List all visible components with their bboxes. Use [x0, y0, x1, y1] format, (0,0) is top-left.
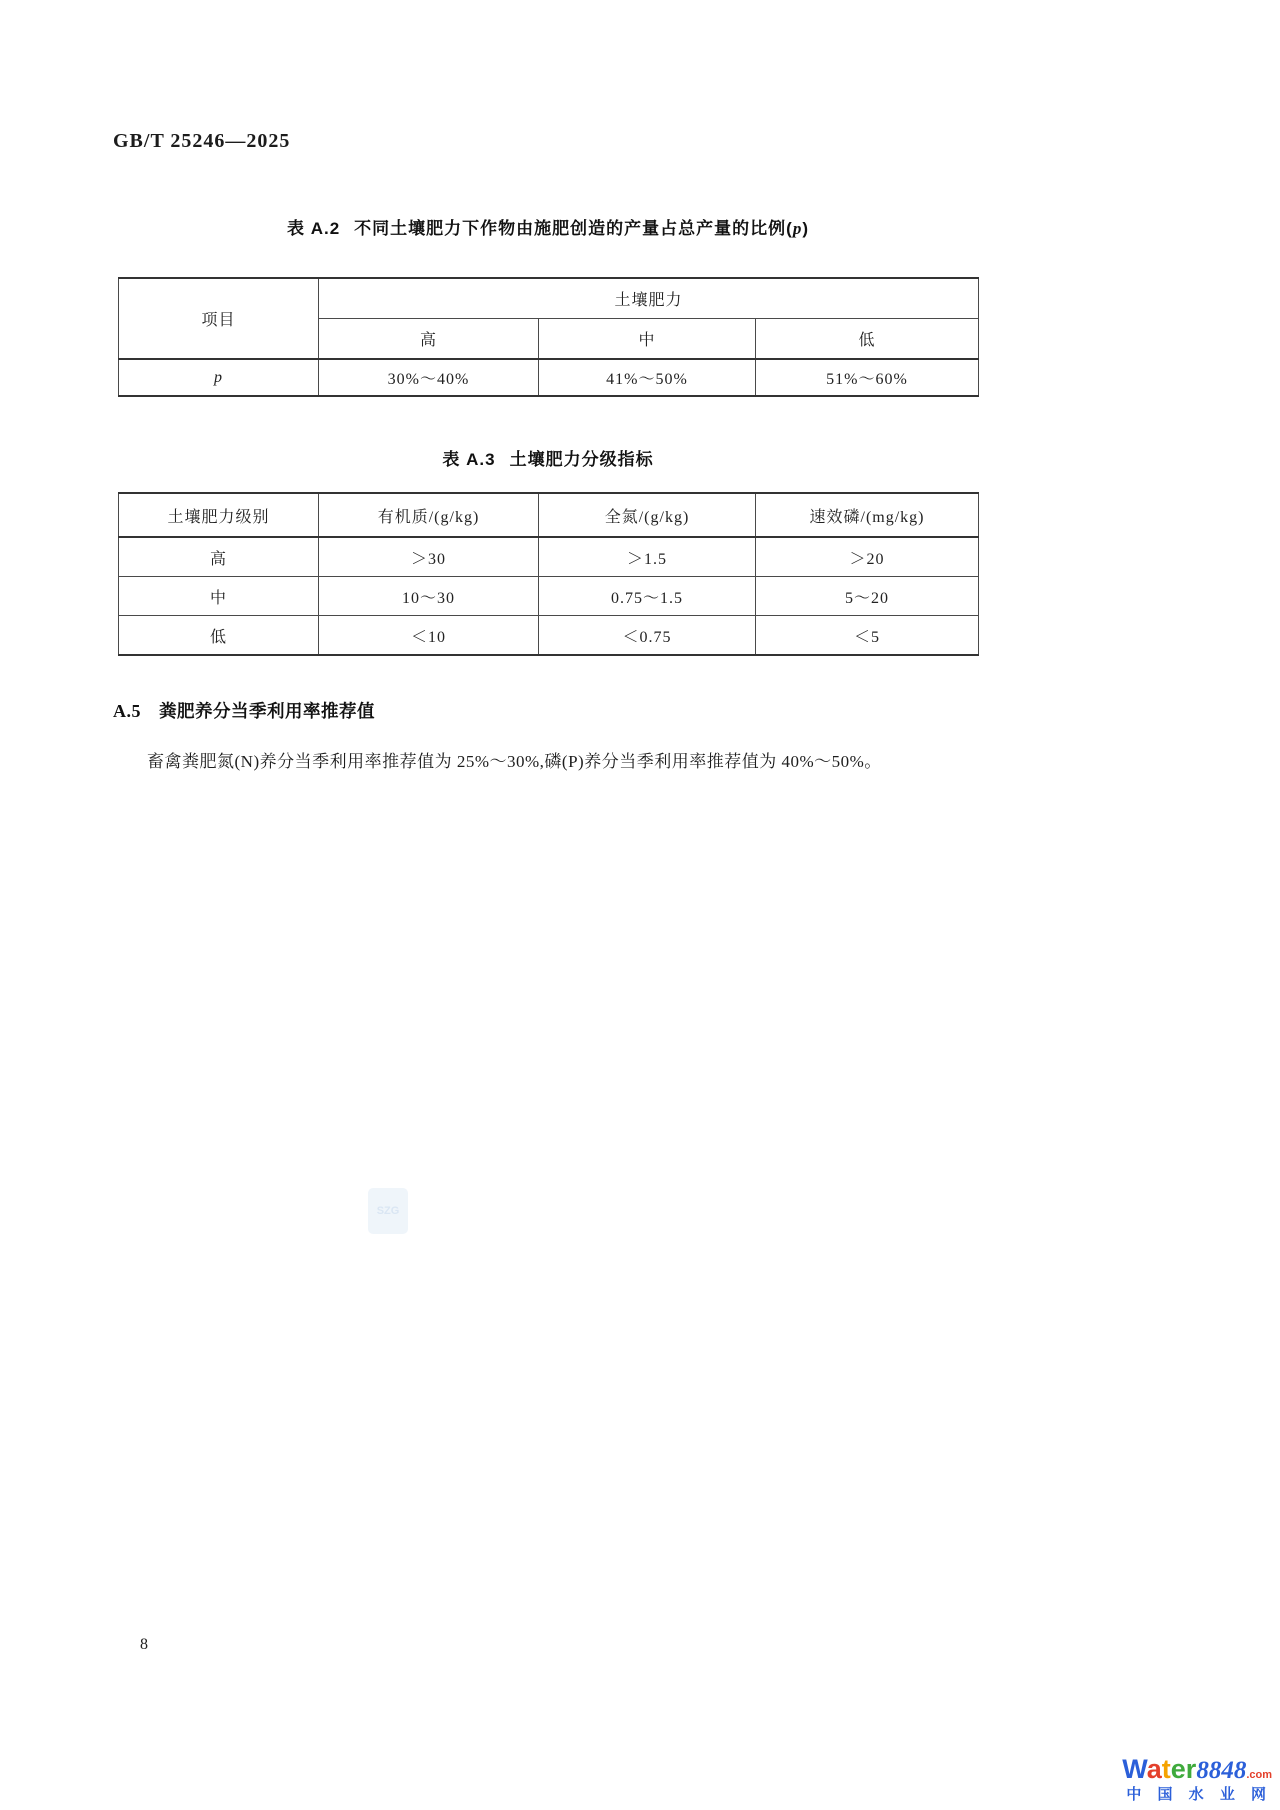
table-a3-cell: 5～20	[756, 577, 979, 616]
table-a3-header-organic: 有机质/(g/kg)	[319, 493, 539, 537]
watermark-subtitle: 中 国 水 业 网	[1126, 1786, 1272, 1803]
watermark-brand	[1122, 1756, 1272, 1783]
table-a3-cell: 10～30	[319, 577, 539, 616]
table-a3-cell: ＜5	[756, 616, 979, 656]
brand-number: 8848	[1196, 1757, 1247, 1784]
site-watermark	[1122, 1756, 1272, 1802]
brand-letter: a	[1146, 1754, 1162, 1784]
table-a2-caption-text: 不同土壤肥力下作物由施肥创造的产量占总产量的比例(	[354, 219, 793, 238]
table-a3-caption-text: 土壤肥力分级指标	[509, 450, 654, 469]
table-a3-header-level: 土壤肥力级别	[119, 493, 319, 537]
table-a2-caption-label: 表 A.2	[286, 219, 341, 238]
table-a2-subheader-high: 高	[319, 319, 539, 360]
table-a2-value-low: 51%～60%	[756, 359, 979, 396]
table-a2	[118, 277, 979, 397]
table-row	[119, 616, 979, 656]
section-a5-title: 粪肥养分当季利用率推荐值	[159, 701, 375, 721]
table-row	[119, 359, 979, 396]
brand-letter: t	[1161, 1754, 1171, 1784]
table-a2-caption	[118, 214, 978, 239]
standard-number: GB/T 25246—2025	[113, 130, 291, 152]
brand-letter: W	[1122, 1754, 1147, 1784]
table-a2-subheader-low: 低	[756, 319, 979, 360]
table-row	[119, 537, 979, 577]
page-number: 8	[140, 1636, 148, 1653]
table-a2-value-high: 30%～40%	[319, 359, 539, 396]
table-a2-header-group: 土壤肥力	[319, 278, 979, 319]
table-a2-subheader-mid: 中	[539, 319, 756, 360]
table-a3	[118, 492, 979, 656]
table-a3-cell: ＜0.75	[539, 616, 756, 656]
table-a2-header-item: 项目	[119, 278, 319, 359]
table-a3-cell: ＞1.5	[539, 537, 756, 577]
brand-letter: r	[1185, 1754, 1197, 1784]
table-a3-cell: ＞20	[756, 537, 979, 577]
table-a3-cell: 中	[119, 577, 319, 616]
table-a2-caption-suffix: )	[802, 219, 810, 238]
section-a5-body: 畜禽粪肥氮(N)养分当季利用率推荐值为 25%～30%,磷(P)养分当季利用率推荐值为 40%～50%。	[147, 752, 882, 771]
table-a3-caption	[118, 445, 978, 470]
table-a3-header-nitrogen: 全氮/(g/kg)	[539, 493, 756, 537]
table-a3-cell: 高	[119, 537, 319, 577]
table-a3-header-phosphorus: 速效磷/(mg/kg)	[756, 493, 979, 537]
faint-stamp-logo: SZG	[368, 1188, 408, 1234]
table-a3-cell: 低	[119, 616, 319, 656]
section-a5-heading	[113, 698, 375, 723]
brand-letter: e	[1170, 1754, 1186, 1784]
table-a2-row-variable: p	[214, 368, 223, 386]
table-a3-header-row	[119, 493, 979, 537]
table-a2-value-mid: 41%～50%	[539, 359, 756, 396]
table-a3-cell: ＞30	[319, 537, 539, 577]
table-row	[119, 577, 979, 616]
table-a2-caption-variable: p	[792, 219, 803, 238]
section-a5-number: A.5	[113, 701, 141, 721]
table-a3-cell: 0.75～1.5	[539, 577, 756, 616]
brand-tld: .com	[1246, 1769, 1272, 1781]
table-a3-caption-label: 表 A.3	[442, 450, 496, 469]
table-a3-cell: ＜10	[319, 616, 539, 656]
